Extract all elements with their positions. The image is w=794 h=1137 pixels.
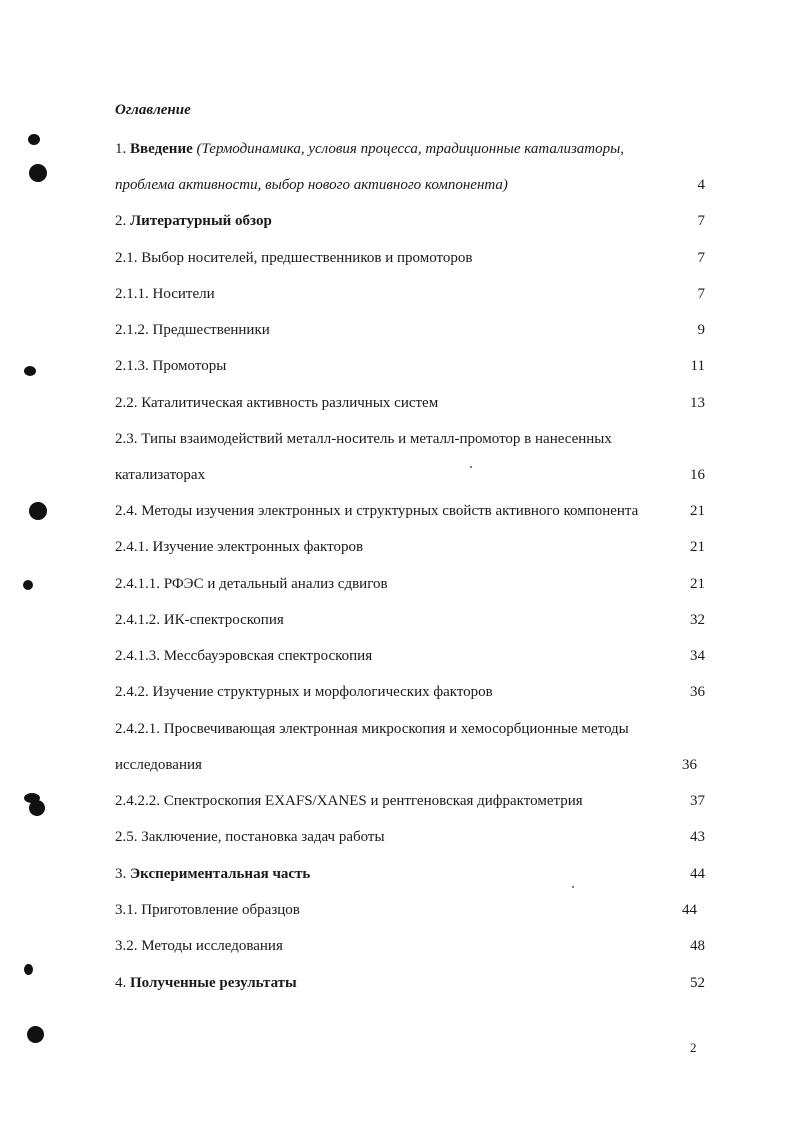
toc-page-number: 9	[697, 322, 705, 338]
toc-page-number: 13	[690, 395, 705, 411]
toc-entry-number: 3.	[115, 866, 130, 882]
toc-entry	[115, 865, 705, 883]
toc-entry-number: 2.	[115, 213, 130, 229]
page-number: 2	[690, 1040, 697, 1055]
toc-entry	[115, 285, 705, 303]
toc-entry-text: 2.4.1.1. РФЭС и детальный анализ сдвигов	[115, 576, 388, 592]
toc-entry-number: 1.	[115, 141, 130, 157]
toc-entry	[115, 357, 705, 375]
toc-page-number: 44	[690, 866, 705, 882]
toc-page-number: 16	[690, 467, 705, 483]
toc-entry-text: 2.2. Каталитическая активность различных систем	[115, 395, 439, 411]
toc-entry-continued	[115, 756, 705, 774]
toc-entry-text: 2.4.2.2. Спектроскопия EXAFS/XANES и рентгеновская дифрактометрия	[115, 793, 583, 809]
binder-hole-mark	[29, 164, 47, 182]
toc-entry	[115, 611, 705, 629]
toc-entry-intro-continued	[115, 176, 705, 194]
scan-dust	[572, 886, 574, 888]
toc-entry-text: 2.1. Выбор носителей, предшественников и промоторов	[115, 250, 473, 266]
toc-page-number: 7	[697, 286, 705, 302]
toc-entry-text: 2.1.2. Предшественники	[115, 322, 270, 338]
toc-entry-text: 2.5. Заключение, постановка задач работы	[115, 829, 385, 845]
toc-entry	[115, 647, 705, 665]
toc-entry	[115, 321, 705, 339]
toc-entry	[115, 430, 705, 448]
toc-entry-title: Полученные результаты	[130, 975, 297, 991]
toc-entry	[115, 249, 705, 267]
toc-page-number: 52	[690, 975, 705, 991]
toc-entry-continued	[115, 466, 705, 484]
binder-hole-mark	[29, 502, 47, 520]
toc-page-number: 43	[690, 829, 705, 845]
toc-heading: Оглавление	[115, 102, 191, 118]
toc-entry	[115, 974, 705, 992]
toc-page-number: 21	[690, 576, 705, 592]
toc-entry	[115, 538, 705, 556]
toc-page-number: 21	[690, 503, 705, 519]
toc-entry-subtitle: (Термодинамика, условия процесса, традиционные катализаторы,	[192, 141, 625, 157]
toc-entry-text: 2.4.2.1. Просвечивающая электронная микроскопия и хемосорбционные методы	[115, 721, 629, 737]
toc-entry-text: 2.1.1. Носители	[115, 286, 215, 302]
toc-page-number: 21	[690, 539, 705, 555]
binder-hole-mark	[24, 366, 36, 376]
toc-entry-text: 3.1. Приготовление образцов	[115, 902, 300, 918]
binder-hole-mark	[24, 964, 33, 975]
toc-page-number: 44	[682, 902, 697, 918]
toc-entry-text: катализаторах	[115, 467, 206, 483]
toc-entry-text: 2.4. Методы изучения электронных и структурных свойств активного компонента	[115, 503, 639, 519]
binder-hole-mark	[23, 580, 33, 590]
toc-page-number: 32	[690, 612, 705, 628]
toc-page-number: 4	[697, 177, 705, 193]
binder-hole-mark	[29, 800, 45, 816]
toc-page-number: 36	[682, 757, 697, 773]
binder-hole-mark	[27, 1026, 44, 1043]
toc-entry-text: исследования	[115, 757, 202, 773]
toc-entry-text: 2.4.1.2. ИК-спектроскопия	[115, 612, 284, 628]
toc-page-number: 7	[697, 250, 705, 266]
toc-page-number: 7	[697, 213, 705, 229]
toc-entry	[115, 212, 705, 230]
toc-entry	[115, 575, 705, 593]
toc-page-number: 11	[690, 358, 705, 374]
toc-entry	[115, 828, 705, 846]
toc-entry-subtitle: проблема активности, выбор нового активного компонента)	[115, 177, 508, 193]
toc-entry-number: 4.	[115, 975, 130, 991]
toc-page-number: 34	[690, 648, 705, 664]
toc-entry	[115, 792, 705, 810]
toc-entry-title: Экспериментальная часть	[130, 866, 311, 882]
toc-entry	[115, 683, 705, 701]
toc-entry	[115, 502, 705, 520]
binder-hole-mark	[28, 134, 40, 145]
toc-entry-text: 3.2. Методы исследования	[115, 938, 283, 954]
toc-entry	[115, 901, 705, 919]
toc-entry-text: 2.4.2. Изучение структурных и морфологических факторов	[115, 684, 493, 700]
toc-entry	[115, 937, 705, 955]
toc-entry-text: 2.3. Типы взаимодействий металл-носитель и металл-промотор в нанесенных	[115, 431, 612, 447]
toc-entry	[115, 394, 705, 412]
toc-entry-text: 2.4.1.3. Мессбауэровская спектроскопия	[115, 648, 373, 664]
toc-entry-title: Литературный обзор	[130, 213, 272, 229]
toc-entry-text: 2.4.1. Изучение электронных факторов	[115, 539, 364, 555]
toc-entry	[115, 720, 705, 738]
toc-page-number: 37	[690, 793, 705, 809]
toc-page-number: 48	[690, 938, 705, 954]
toc-entry-title: Введение	[130, 141, 193, 157]
toc-entry-text: 2.1.3. Промоторы	[115, 358, 227, 374]
toc-page-number: 36	[690, 684, 705, 700]
toc-entry-intro	[115, 140, 705, 158]
